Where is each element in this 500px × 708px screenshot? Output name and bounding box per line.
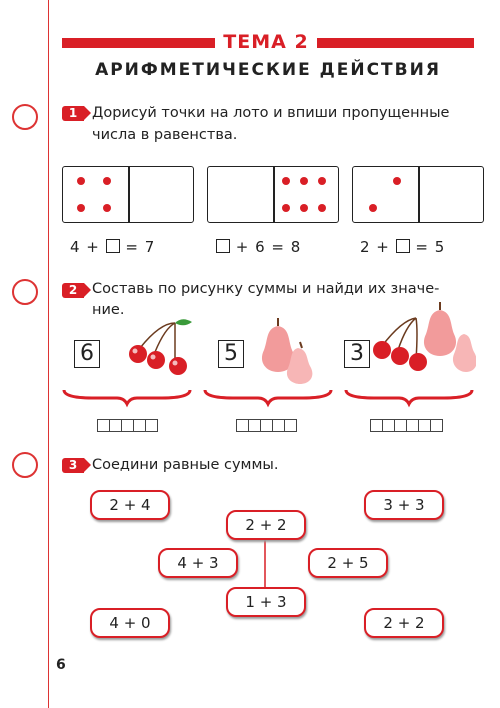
pears-icon xyxy=(258,316,318,384)
margin-circle xyxy=(12,452,38,478)
answer-box[interactable] xyxy=(216,239,230,253)
equation: 2 + = 5 xyxy=(360,238,446,256)
group-total: 6 xyxy=(74,340,100,368)
margin-line xyxy=(48,0,49,708)
equation: 4 + = 7 xyxy=(70,238,156,256)
cherries-and-pears-icon xyxy=(372,300,476,380)
task1-text-line2: числа в равенства. xyxy=(92,127,238,143)
group-total: 5 xyxy=(218,340,244,368)
margin-circle xyxy=(12,279,38,305)
page-title: АРИФМЕТИЧЕСКИЕ ДЕЙСТВИЯ xyxy=(95,60,441,80)
answer-cells[interactable] xyxy=(370,419,442,432)
sum-card[interactable]: 2 + 4 xyxy=(90,490,170,520)
task2-text-line1: Составь по рисунку суммы и найди их значе- xyxy=(92,281,440,297)
task2-text-line2: ние. xyxy=(92,302,125,318)
sum-card[interactable]: 2 + 5 xyxy=(308,548,388,578)
equation: + 6 = 8 xyxy=(216,238,301,256)
margin-circle xyxy=(12,104,38,130)
answer-box[interactable] xyxy=(106,239,120,253)
sum-card[interactable]: 2 + 2 xyxy=(226,510,306,540)
sum-card[interactable]: 3 + 3 xyxy=(364,490,444,520)
grouping-braces xyxy=(62,386,476,408)
domino-tile xyxy=(207,166,339,223)
connector-line xyxy=(260,535,270,595)
page-number: 6 xyxy=(56,657,66,673)
task-number: 3 xyxy=(62,458,84,473)
task-number: 1 xyxy=(62,106,84,121)
domino-tile xyxy=(352,166,484,223)
sum-card[interactable]: 4 + 3 xyxy=(158,548,238,578)
answer-box[interactable] xyxy=(396,239,410,253)
task3-text: Соедини равные суммы. xyxy=(92,457,279,473)
sum-card[interactable]: 4 + 0 xyxy=(90,608,170,638)
theme-label: ТЕМА 2 xyxy=(215,30,317,54)
sum-card[interactable]: 2 + 2 xyxy=(364,608,444,638)
answer-cells[interactable] xyxy=(236,419,296,432)
task-number: 2 xyxy=(62,283,84,298)
domino-tile xyxy=(62,166,194,223)
answer-cells[interactable] xyxy=(97,419,157,432)
cherries-icon xyxy=(120,318,200,380)
task1-text-line1: Дорисуй точки на лото и впиши пропущенные xyxy=(92,105,450,121)
sum-card[interactable]: 1 + 3 xyxy=(226,587,306,617)
group-total: 3 xyxy=(344,340,370,368)
